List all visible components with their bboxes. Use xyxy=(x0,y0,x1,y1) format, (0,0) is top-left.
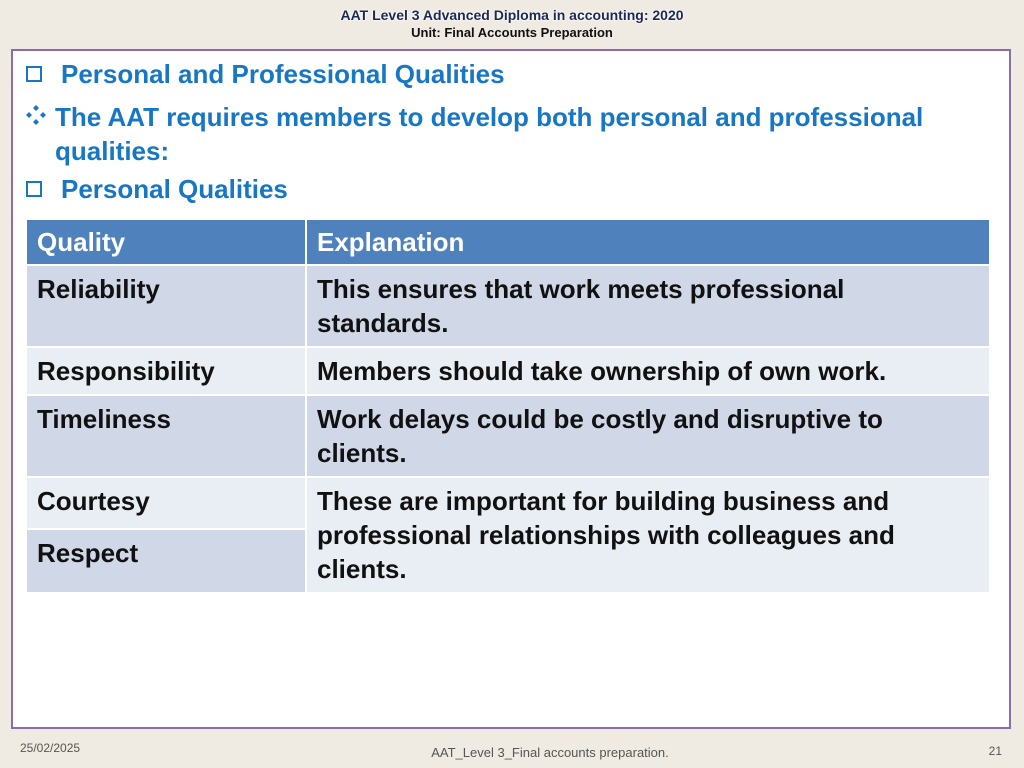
unit-subtitle: Unit: Final Accounts Preparation xyxy=(411,25,613,40)
page-number: 21 xyxy=(988,744,1002,758)
quality-cell: Courtesy xyxy=(26,477,306,529)
quality-cell: Responsibility xyxy=(26,347,306,395)
intro-text: The AAT requires members to develop both personal and professional qualities: xyxy=(55,102,924,166)
quality-cell: Reliability xyxy=(26,265,306,347)
table-row xyxy=(26,477,990,529)
table-row xyxy=(26,395,990,477)
heading-line xyxy=(26,59,505,90)
slide-header xyxy=(0,6,1024,41)
subheading-line xyxy=(26,174,288,205)
quality-cell: Timeliness xyxy=(26,395,306,477)
table-row xyxy=(26,347,990,395)
checkbox-bullet-icon xyxy=(26,181,42,197)
qualities-table xyxy=(25,218,991,594)
table-row xyxy=(26,265,990,347)
checkbox-bullet-icon xyxy=(26,66,42,82)
intro-line xyxy=(26,100,966,168)
column-header-quality: Quality xyxy=(26,219,306,265)
quality-cell: Respect xyxy=(26,529,306,593)
course-title: AAT Level 3 Advanced Diploma in accounting: 2020 xyxy=(340,7,684,23)
explanation-cell: These are important for building business and professional relationships with colleagues and clients. xyxy=(306,477,990,593)
explanation-cell: This ensures that work meets professional standards. xyxy=(306,265,990,347)
slide-content-frame xyxy=(11,49,1011,729)
explanation-cell: Members should take ownership of own work. xyxy=(306,347,990,395)
four-diamond-bullet-icon xyxy=(26,105,46,125)
footer-title: AAT_Level 3_Final accounts preparation. xyxy=(431,745,669,760)
table-header-row xyxy=(26,219,990,265)
section-subheading: Personal Qualities xyxy=(61,174,288,204)
explanation-cell: Work delays could be costly and disruptive to clients. xyxy=(306,395,990,477)
section-heading: Personal and Professional Qualities xyxy=(61,59,505,89)
footer-date: 25/02/2025 xyxy=(20,741,81,755)
column-header-explanation: Explanation xyxy=(306,219,990,265)
